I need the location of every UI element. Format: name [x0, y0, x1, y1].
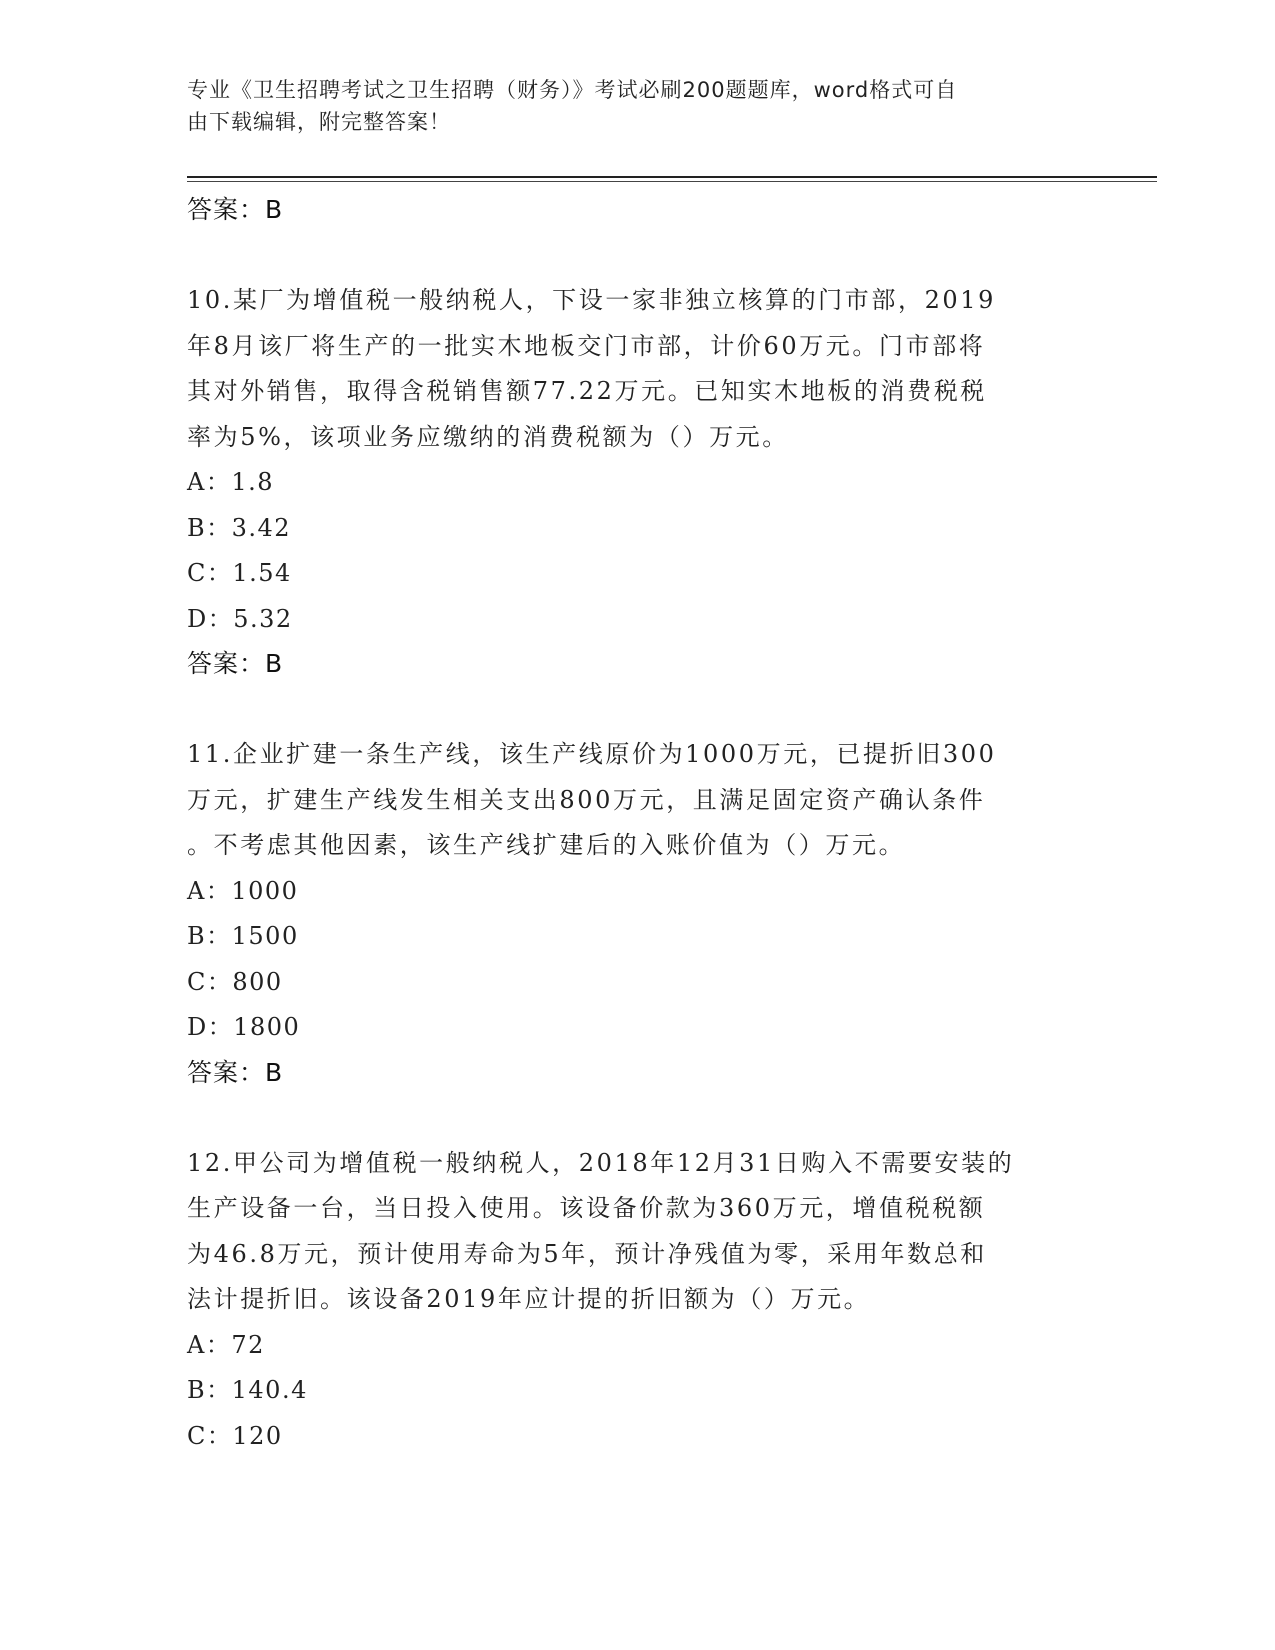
header-line-2: 由下载编辑，附完整答案！ — [187, 110, 451, 134]
spacer — [187, 232, 1087, 278]
question-line: 率为5%，该项业务应缴纳的消费税额为（）万元。 — [187, 422, 789, 451]
question-block — [187, 1141, 1087, 1460]
question-line: 法计提折旧。该设备2019年应计提的折旧额为（）万元。 — [187, 1285, 871, 1313]
question-line: 年8月该厂将生产的一批实木地板交门市部，计价60万元。门市部将 — [187, 331, 986, 360]
question-block — [187, 278, 1087, 686]
question-line: 11.企业扩建一条生产线，该生产线原价为1000万元，已提折旧300 — [187, 740, 997, 768]
answer-line: 答案：B — [187, 195, 284, 224]
question-text — [187, 278, 1087, 460]
spacer — [187, 1095, 1087, 1141]
question-text — [187, 1141, 1087, 1323]
header-rule-thin — [187, 181, 1157, 182]
question-line: 12.甲公司为增值税一般纳税人，2018年12月31日购入不需要安装的 — [187, 1148, 1015, 1177]
header-rule-thick — [187, 176, 1157, 178]
option-c: C：800 — [187, 967, 283, 996]
question-line: 其对外销售，取得含税销售额77.22万元。已知实木地板的消费税税 — [187, 377, 987, 405]
option-d: D：1800 — [187, 1013, 301, 1041]
question-block — [187, 732, 1087, 1095]
option-b: B：1500 — [187, 922, 299, 950]
question-line: 生产设备一台，当日投入使用。该设备价款为360万元，增值税税额 — [187, 1194, 986, 1222]
option-a: A：1.8 — [187, 468, 274, 496]
option-a: A：1000 — [187, 876, 299, 905]
question-line: 10.某厂为增值税一般纳税人，下设一家非独立核算的门市部，2019 — [187, 286, 997, 314]
question-line: 。不考虑其他因素，该生产线扩建后的入账价值为（）万元。 — [187, 831, 906, 859]
spacer — [187, 686, 1087, 732]
option-c: C：120 — [187, 1421, 283, 1450]
header-line-1: 专业《卫生招聘考试之卫生招聘（财务）》考试必刷200题题库，word格式可自 — [187, 78, 958, 102]
answer-line: 答案：B — [187, 649, 284, 678]
option-b: B：3.42 — [187, 513, 292, 542]
option-c: C：1.54 — [187, 559, 292, 587]
document-body — [187, 188, 1087, 1459]
option-d: D：5.32 — [187, 604, 293, 633]
answer-line: 答案：B — [187, 1057, 284, 1087]
document-header — [187, 74, 1067, 138]
option-a: A：72 — [187, 1330, 265, 1359]
question-line: 万元，扩建生产线发生相关支出800万元，且满足固定资产确认条件 — [187, 785, 986, 814]
question-text — [187, 732, 1087, 869]
question-line: 为46.8万元，预计使用寿命为5年，预计净残值为零，采用年数总和 — [187, 1239, 987, 1268]
option-b: B：140.4 — [187, 1376, 308, 1404]
